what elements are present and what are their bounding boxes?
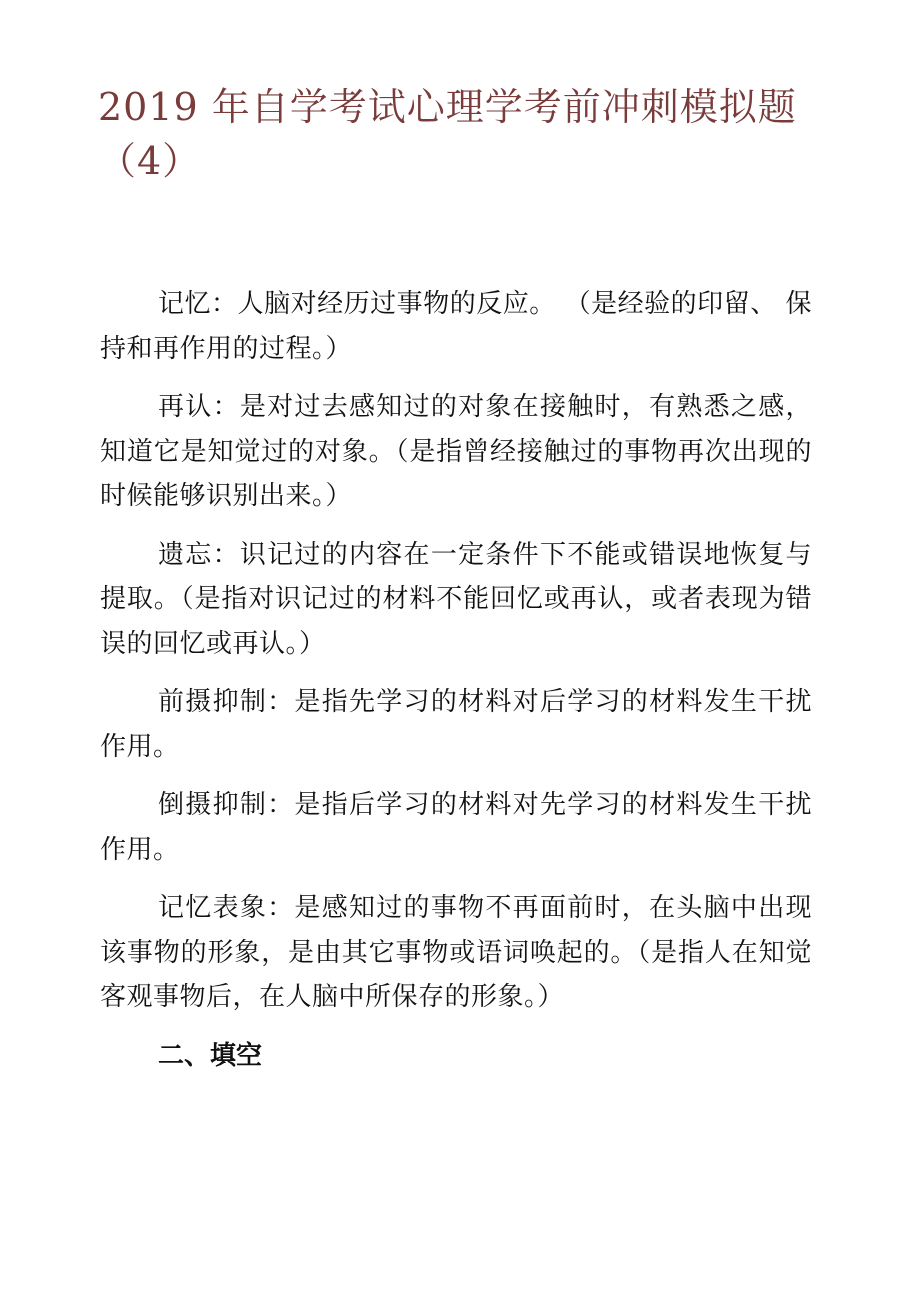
paragraph-memory-image: 记忆表象：是感知过的事物不再面前时，在头脑中出现该事物的形象，是由其它事物或语词唤起的。（是指人在知觉客观事物后，在人脑中所保存的形象。） <box>100 893 812 1012</box>
document-body <box>100 282 812 1078</box>
title-line-2: （4） <box>98 139 202 183</box>
paragraph-proactive-inhibition: 前摄抑制：是指先学习的材料对后学习的材料发生干扰作用。 <box>100 687 812 762</box>
paragraph-memory: 记忆：人脑对经历过事物的反应。 （是经验的印留、 保持和再作用的过程。） <box>100 289 812 364</box>
section-heading: 二、填空 <box>158 1040 263 1071</box>
paragraph-retroactive-inhibition: 倒摄抑制：是指后学习的材料对先学习的材料发生干扰作用。 <box>100 790 812 865</box>
document-title <box>98 80 828 188</box>
paragraph-recognition: 再认：是对过去感知过的对象在接触时，有熟悉之感，知道它是知觉过的对象。（是指曾经接触过的事物再次出现的时候能够识别出来。） <box>100 392 812 511</box>
title-line-1: 2019 年自学考试心理学考前冲刺模拟题 <box>98 85 797 129</box>
paragraph-forgetting: 遗忘：识记过的内容在一定条件下不能或错误地恢复与提取。（是指对识记过的材料不能回忆或再认，或者表现为错误的回忆或再认。） <box>100 539 812 659</box>
